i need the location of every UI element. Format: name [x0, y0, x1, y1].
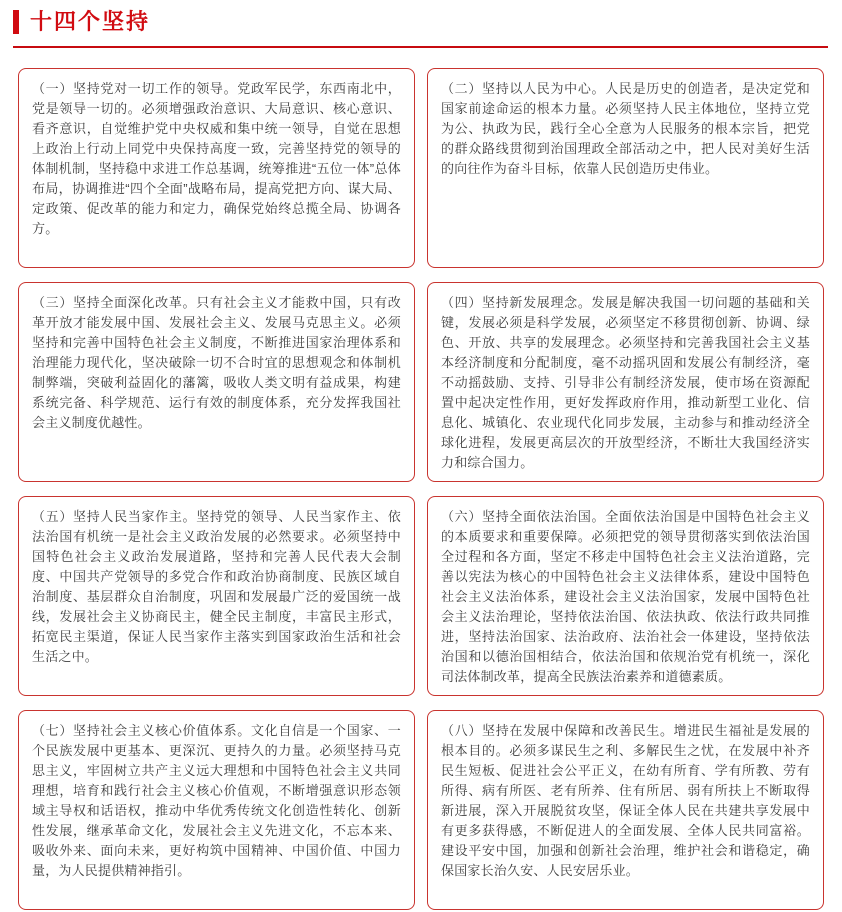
tenet-card-8 — [427, 710, 824, 910]
tenet-card-5 — [18, 496, 415, 696]
title-row — [13, 9, 828, 35]
tenet-text-1: （一）坚持党对一切工作的领导。党政军民学，东西南北中，党是领导一切的。必须增强政治意识、大局意识、核心意识、看齐意识，自觉维护党中央权威和集中统一领导，自觉在思想上政治上行动上同党中央保持高度一致，完善坚持党的领导的体制机制，坚持稳中求进工作总基调，统筹推进“五位一体”总体布局，协调推进“四个全面”战略布局，提高党把方向、谋大局、定政策、促改革的能力和定力，确保党始终总揽全局、协调各方。 — [32, 81, 401, 236]
tenet-text-8: （八）坚持在发展中保障和改善民生。增进民生福祉是发展的根本目的。必须多谋民生之利、多解民生之忧，在发展中补齐民生短板、促进社会公平正义，在幼有所育、学有所教、劳有所得、病有所医、老有所养、住有所居、弱有所扶上不断取得新进展，深入开展脱贫攻坚，保证全体人民在共建共享发展中有更多获得感，不断促进人的全面发展、全体人民共同富裕。建设平安中国，加强和创新社会治理，维护社会和谐稳定，确保国家长治久安、人民安居乐业。 — [441, 723, 810, 878]
tenet-card-3 — [18, 282, 415, 482]
page-title: 十四个坚持 — [30, 9, 151, 34]
tenet-text-4: （四）坚持新发展理念。发展是解决我国一切问题的基础和关键，发展必须是科学发展，必须坚定不移贯彻创新、协调、绿色、开放、共享的发展理念。必须坚持和完善我国社会主义基本经济制度和分配制度，毫不动摇巩固和发展公有制经济，毫不动摇鼓励、支持、引导非公有制经济发展，使市场在资源配置中起决定性作用，更好发挥政府作用，推动新型工业化、信息化、城镇化、农业现代化同步发展，主动参与和推动经济全球化进程，发展更高层次的开放型经济，不断壮大我国经济实力和综合国力。 — [441, 295, 810, 470]
page-header — [0, 0, 842, 48]
tenet-text-2: （二）坚持以人民为中心。人民是历史的创造者，是决定党和国家前途命运的根本力量。必须坚持人民主体地位，坚持立党为公、执政为民，践行全心全意为人民服务的根本宗旨，把党的群众路线贯彻到治国理政全部活动之中，把人民对美好生活的向往作为奋斗目标，依靠人民创造历史伟业。 — [441, 81, 810, 176]
tenet-card-7 — [18, 710, 415, 910]
tenet-text-3: （三）坚持全面深化改革。只有社会主义才能救中国，只有改革开放才能发展中国、发展社会主义、发展马克思主义。必须坚持和完善中国特色社会主义制度，不断推进国家治理体系和治理能力现代化，坚决破除一切不合时宜的思想观念和体制机制弊端，突破利益固化的藩篱，吸收人类文明有益成果，构建系统完备、科学规范、运行有效的制度体系，充分发挥我国社会主义制度优越性。 — [32, 295, 401, 430]
tenet-card-4 — [427, 282, 824, 482]
title-accent-bar — [13, 10, 19, 34]
tenets-grid — [18, 68, 824, 910]
tenet-card-1 — [18, 68, 415, 268]
tenet-text-6: （六）坚持全面依法治国。全面依法治国是中国特色社会主义的本质要求和重要保障。必须把党的领导贯彻落实到依法治国全过程和各方面，坚定不移走中国特色社会主义法治道路，完善以宪法为核心的中国特色社会主义法律体系，建设中国特色社会主义法治体系，建设社会主义法治国家，发展中国特色社会主义法治理论，坚持依法治国、依法执政、依法行政共同推进，坚持法治国家、法治政府、法治社会一体建设，坚持依法治国和以德治国相结合，依法治国和依规治党有机统一，深化司法体制改革，提高全民族法治素养和道德素质。 — [441, 509, 810, 684]
tenet-card-2 — [427, 68, 824, 268]
tenet-text-5: （五）坚持人民当家作主。坚持党的领导、人民当家作主、依法治国有机统一是社会主义政治发展的必然要求。必须坚持中国特色社会主义政治发展道路，坚持和完善人民代表大会制度、中国共产党领导的多党合作和政治协商制度、民族区域自治制度、基层群众自治制度，巩固和发展最广泛的爱国统一战线，发展社会主义协商民主，健全民主制度，丰富民主形式，拓宽民主渠道，保证人民当家作主落实到国家政治生活和社会生活之中。 — [32, 509, 401, 664]
tenet-card-6 — [427, 496, 824, 696]
tenet-text-7: （七）坚持社会主义核心价值体系。文化自信是一个国家、一个民族发展中更基本、更深沉、更持久的力量。必须坚持马克思主义，牢固树立共产主义远大理想和中国特色社会主义共同理想，培育和践行社会主义核心价值观，不断增强意识形态领域主导权和话语权，推动中华优秀传统文化创造性转化、创新性发展，继承革命文化，发展社会主义先进文化，不忘本来、吸收外来、面向未来，更好构筑中国精神、中国价值、中国力量，为人民提供精神指引。 — [32, 723, 401, 878]
title-divider — [13, 46, 828, 48]
